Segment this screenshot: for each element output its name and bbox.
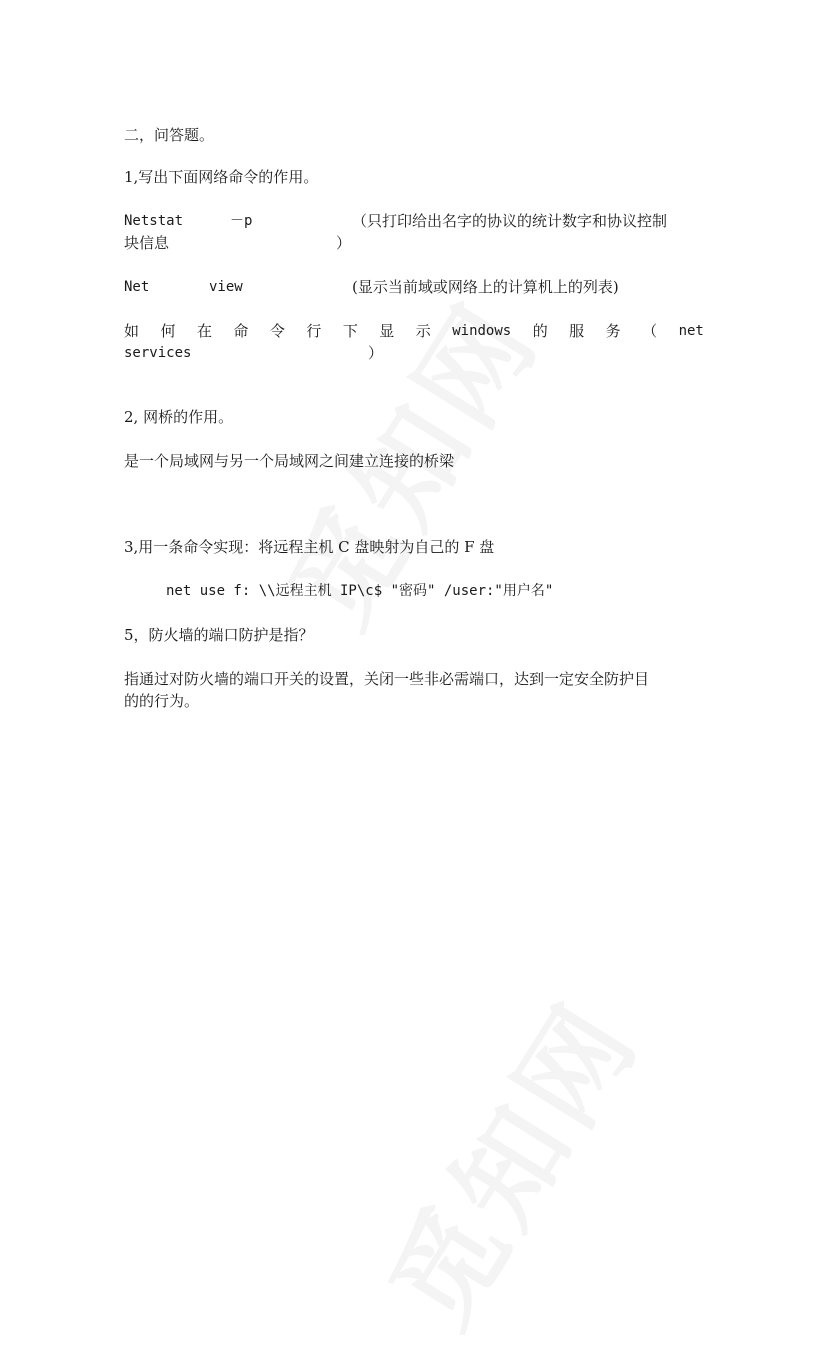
services-question-char: 示 bbox=[415, 322, 431, 340]
netstat-answer-continued: 块信息 bbox=[124, 234, 170, 252]
services-question-char: 服 bbox=[569, 322, 585, 340]
question-5-answer: 指通过对防火墙的端口开关的设置，关闭一些非必需端口，达到一定安全防护目 bbox=[124, 670, 650, 688]
netstat-flag: －p bbox=[230, 213, 253, 229]
netstat-answer-close: ） bbox=[336, 234, 352, 252]
section-title: 二，问答题。 bbox=[124, 126, 215, 144]
question-2-title: 2, 网桥的作用。 bbox=[124, 408, 234, 426]
services-question-char: 何 bbox=[160, 322, 176, 340]
question-3-title: 3,用一条命令实现：将远程主机 C 盘映射为自己的 F 盘 bbox=[124, 538, 495, 556]
services-question-word: windows bbox=[452, 323, 512, 339]
question-5-title: 5，防火墙的端口防护是指？ bbox=[124, 626, 314, 644]
view-command: view bbox=[209, 279, 243, 295]
net-command: Net bbox=[124, 279, 150, 295]
netstat-answer: （只打印给出名字的协议的统计数字和协议控制 bbox=[352, 212, 668, 230]
question-2-answer: 是一个局域网与另一个局域网之间建立连接的桥梁 bbox=[124, 452, 455, 470]
services-question-char: 显 bbox=[379, 322, 395, 340]
question-1-title: 1,写出下面网络命令的作用。 bbox=[124, 168, 319, 186]
net-view-answer: (显示当前域或网络上的计算机上的列表) bbox=[352, 278, 619, 296]
services-question-char: 令 bbox=[269, 322, 285, 340]
services-question-char: 下 bbox=[342, 322, 358, 340]
watermark bbox=[346, 967, 668, 1351]
services-question-char: 务 bbox=[605, 322, 621, 340]
services-answer-word: net bbox=[678, 323, 704, 339]
question-5-answer-continued: 的的行为。 bbox=[124, 692, 200, 710]
services-question-char: 行 bbox=[306, 322, 322, 340]
services-question-char: 在 bbox=[196, 322, 212, 340]
services-question-char: 如 bbox=[124, 322, 140, 340]
services-question-line bbox=[124, 320, 704, 342]
netstat-command: Netstat bbox=[124, 213, 184, 229]
services-answer-close: ） bbox=[368, 344, 384, 362]
services-answer-continued: services bbox=[124, 345, 192, 361]
question-3-answer: net use f: \\远程主机 IP\c$ "密码" /user:"用户名" bbox=[166, 583, 554, 599]
services-question-char: 的 bbox=[532, 322, 548, 340]
services-answer-open: （ bbox=[642, 322, 658, 340]
services-question-char: 命 bbox=[233, 322, 249, 340]
